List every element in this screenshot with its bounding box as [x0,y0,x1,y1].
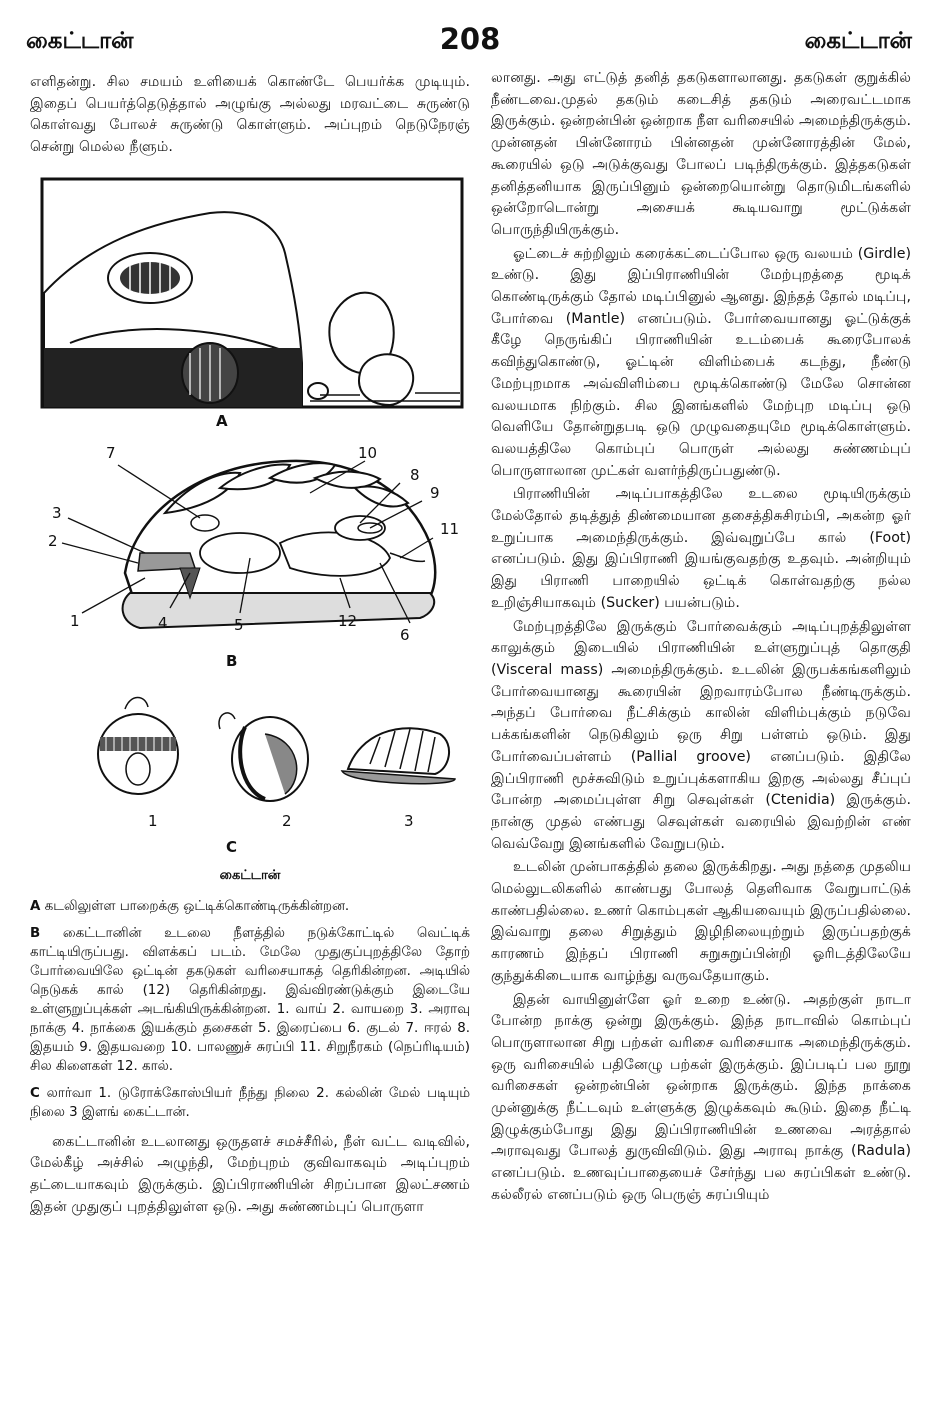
figure-a [30,173,470,433]
right-paragraph-5: உடலின் முன்பாகத்தில் தலை இருக்கிறது. அது நத்தை முதலிய மெல்லுடலிகளில் காண்பது போலத் தெளிவாக வேறுபாட்டுக் காண்பதில்லை. உணர் கொம்புகள் ஆகியவையும் இருப்பதில்லை. இவ்வாறு தலை சிறுத்தும் இழிநிலையுற்றும் இருப்பதற்குக் காரணம் இந்தப் பிராணி சுறுசுறுப்பின்றி ஓரிடத்திலேயே குந்துக்கிடையாக வாழ்ந்து வருவதேயாகும். [491,859,911,984]
figure-c-number-1: 1 [148,811,158,830]
intro-paragraph: எளிதன்று. சில சமயம் உளியைக் கொண்டே பெயர்க்க முடியும். இதைப் பெயர்த்தெடுத்தால் அழுங்கு அல்லது மரவட்டை சுருண்டு கொள்வது போலச் சுருண்டு கொள்ளும். அப்புறம் நெடுநேரஞ் சென்று மெல்ல நீளும். [30,74,470,156]
figure-b-number-5: 5 [234,615,244,634]
figure-b-number-12: 12 [338,611,358,630]
running-head-left: கைட்டான் [26,28,134,54]
caption-c [30,1084,470,1122]
figure-b-number-1: 1 [70,611,80,630]
figure-title: கைட்டான் [219,867,281,883]
figure-b-number-4: 4 [158,613,168,632]
right-paragraph-2: ஓட்டைச் சுற்றிலும் கரைக்கட்டைப்போல ஒரு வலயம் (Girdle) உண்டு. இது இப்பிராணியின் மேற்புறத்தை மூடிக் கொண்டிருக்கும் தோல் மடிப்பினுல் ஆனது. இந்தத் தோல் மடிப்பு, போர்வை (Mantle) எனப்படும். போர்வையானது ஓட்டுக்குக் கீழே நெருங்கிப் பிராணியின் உடம்பைக் கூரைபோலக் கவிந்துகொண்டு, ஓட்டின் விளிம்பைக் கடந்து, நீண்டு மேற்புறமாக அவ்விளிம்பை மூடிக்கொண்டு மேலே சொன்ன வலயமாக நிற்கும். சில இனங்களில் மேற்புற மடிப்பு ஒடு வெளியே தோன்றுதபடி ஒடு முழுவதையுமே மூடிக்கொள்ளும். வலயத்திலே கொம்புப் பொருள் அல்லது சுண்ணம்புப் பொருளாலான முட்கள் வளர்ந்திருப்பதுண்டு. [491,245,911,479]
caption-c-key: C [30,1085,40,1101]
caption-a-key: A [30,898,41,914]
figure-b [30,443,470,679]
figure-c-diagram [30,689,470,829]
right-paragraph-3: பிராணியின் அடிப்பாகத்திலே உடலை மூடியிருக்கும் மேல்தோல் தடித்துத் திண்மையான தசைத்திசுசிரம்பி, அகன்ற ஓர் உறுப்பாக அமைந்திருக்கும். இவ்வுறுப்பே கால் (Foot) எனப்படும். இது இப்பிராணி இயங்குவதற்கு உதவும். அன்றியும் இது பிராணி பாறையில் ஒட்டிக் கொள்வதற்கு நல்ல உறிஞ்சியாகவும் (Sucker) பயன்படும். [491,486,911,611]
left-column [30,72,470,1220]
caption-b [30,924,470,1076]
figure-b-number-6: 6 [400,625,410,644]
figure-c-number-2: 2 [282,811,292,830]
figure-b-label: B [226,651,238,670]
caption-a-text: கடலிலுள்ள பாறைக்கு ஒட்டிக்கொண்டிருக்கின்றன. [44,898,350,914]
figure-b-number-2: 2 [48,531,58,550]
body-paragraph-final: கைட்டானின் உடலானது ஒருதளச் சமச்சீரில், நீள் வட்ட வடிவில், மேல்கீழ் அச்சில் அழுந்தி, மேற்புறம் குவிவாகவும் அடிப்புறம் தட்டையாகவும் இருக்கும். இப்பிராணியின் சிறப்பான இலட்சணம் இதன் முதுகுப் புறத்திலுள்ள ஒடு. அது சுண்ணம்புப் பொருளா [30,1133,470,1215]
caption-b-key: B [30,925,41,941]
page-number: 208 [439,22,501,56]
figure-b-number-9: 9 [430,483,440,502]
figure-b-number-8: 8 [410,465,420,484]
figure-a-illustration [30,173,470,433]
caption-a [30,897,470,916]
figure-b-number-11: 11 [440,519,460,538]
running-head-right: கைட்டான் [804,28,912,54]
figure-b-number-7: 7 [106,443,116,462]
figure-c-number-3: 3 [404,811,414,830]
figure-c-label: C [226,837,238,856]
caption-b-text: கைட்டானின் உடலை நீளத்தில் நடுக்கோட்டில் வெட்டிக் காட்டியிருப்பது. விளக்கப் படம். மேலே முதுகுப்புறத்திலே தோற் போர்வையிலே ஒட்டின் தகடுகள் வரிசையாகத் தெரிகின்றன. அடியில் நெடுகக் கால் (12) தெரிகின்றது. இவ்விரண்டுக்கும் இடையே உள்ளுறுப்புக்கள் அடங்கியிருக்கின்றன. 1. வாய் 2. வாயறை 3. அராவு நாக்கு 4. நாக்கை இயக்கும் தசைகள் 5. இரைப்பை 6. குடல் 7. ஈரல் 8. இதயம் 9. இதயவறை 10. பாலணுச் சுரப்பி 11. சிறுநீரகம் (நெப்ரிடியம்) சில கிளைகள் 12. கால். [30,925,470,1074]
caption-c-text: லார்வா 1. டுரோக்கோஸ்பியர் நீந்து நிலை 2. கல்லின் மேல் படியும் நிலை 3 இளங் கைட்டான். [30,1085,470,1120]
right-paragraph-6: இதன் வாயினுள்ளே ஓர் உறை உண்டு. அதற்குள் நாடா போன்ற நாக்கு ஒன்று இருக்கும். இந்த நாடாவில் கொம்புப் பொருளாலான சிறு பற்கள் வரிசை வரிசையாக அமைந்திருக்கும். ஒரு வரிசையில் பதினேழு பற்கள் இருக்கும். இப்படிப் பல நூறு வரிசைகள் ஒன்றன்பின் ஒன்றாக இருக்கும். இந்த நாக்கை முன்னுக்கு நீட்டவும் உள்ளுக்கு இழுக்கவும் கூடும். இதை நீட்டி இழுக்கும்போது இது இப்பிராணியின் உணவை அரத்தால் அராவுவது போலத் துருவிவிடும். இது அராவு நாக்கு (Radula) எனப்படும். உணவுப்பாதையைச் சேர்ந்து பல சுரப்பிகள் உண்டு. கல்லீரல் எனப்படும் ஒரு பெருஞ் சுரப்பியும் [491,991,911,1203]
page-header [0,22,940,62]
right-paragraph-1: லானது. அது எட்டுத் தனித் தகடுகளாலானது. தகடுகள் குறுக்கில் நீண்டவை.முதல் தகடும் கடைசித் தகடும் அரைவட்டமாக இருக்கும். ஒன்றன்பின் ஒன்றாக நீள வரிசையில் அமைந்திருக்கும். முன்னதன் பின்னோரம் பின்னதன் முன்னோரத்தின் மேல், கூரையில் ஒடு அடுக்குவது போலப் படிந்திருக்கும். இத்தகடுகள் தனித்தனியாக இருப்பினும் ஒன்றையொன்று தொடுமிடங்களில் ஒன்றோடொன்று அசையக் கூடியவாறு மூட்டுக்கள் பொருந்தியிருக்கும். [491,70,911,238]
figure-a-label: A [216,411,228,430]
figure-b-number-10: 10 [358,443,378,462]
figure-b-number-3: 3 [52,503,62,522]
figure-c [30,689,470,859]
right-paragraph-4: மேற்புறத்திலே இருக்கும் போர்வைக்கும் அடிப்புறத்திலுள்ள காலுக்கும் இடையில் பிராணியின் உள்ளுறுப்புத் தொகுதி (Visceral mass) அமைந்திருக்கும். உடலின் இருபக்கங்களிலும் போர்வையானது கூரையின் இறவாரம்போல நீண்டிருக்கும். அந்தப் போர்வை நீட்சிக்கும் காலின் விளிம்புக்கும் நடுவே பக்கங்களின் நெடுகிலும் ஒரு சிறு பள்ளம் ஒடும். இது போர்வைப்பள்ளம் (Pallial groove) எனப்படும். இதிலே இப்பிராணி மூச்சுவிடும் உறுப்புக்களாகிய இறகு அல்லது சீப்புப் போன்ற அமைப்புள்ள சிறு செவுள்கள் (Ctenidia) இருக்கும். நான்கு முதல் எண்பது செவுள்கள் வரையில் இவற்றின் எண் வெவ்வேறு இனங்களில் வேறுபடும். [491,618,911,852]
right-column [491,68,911,1209]
